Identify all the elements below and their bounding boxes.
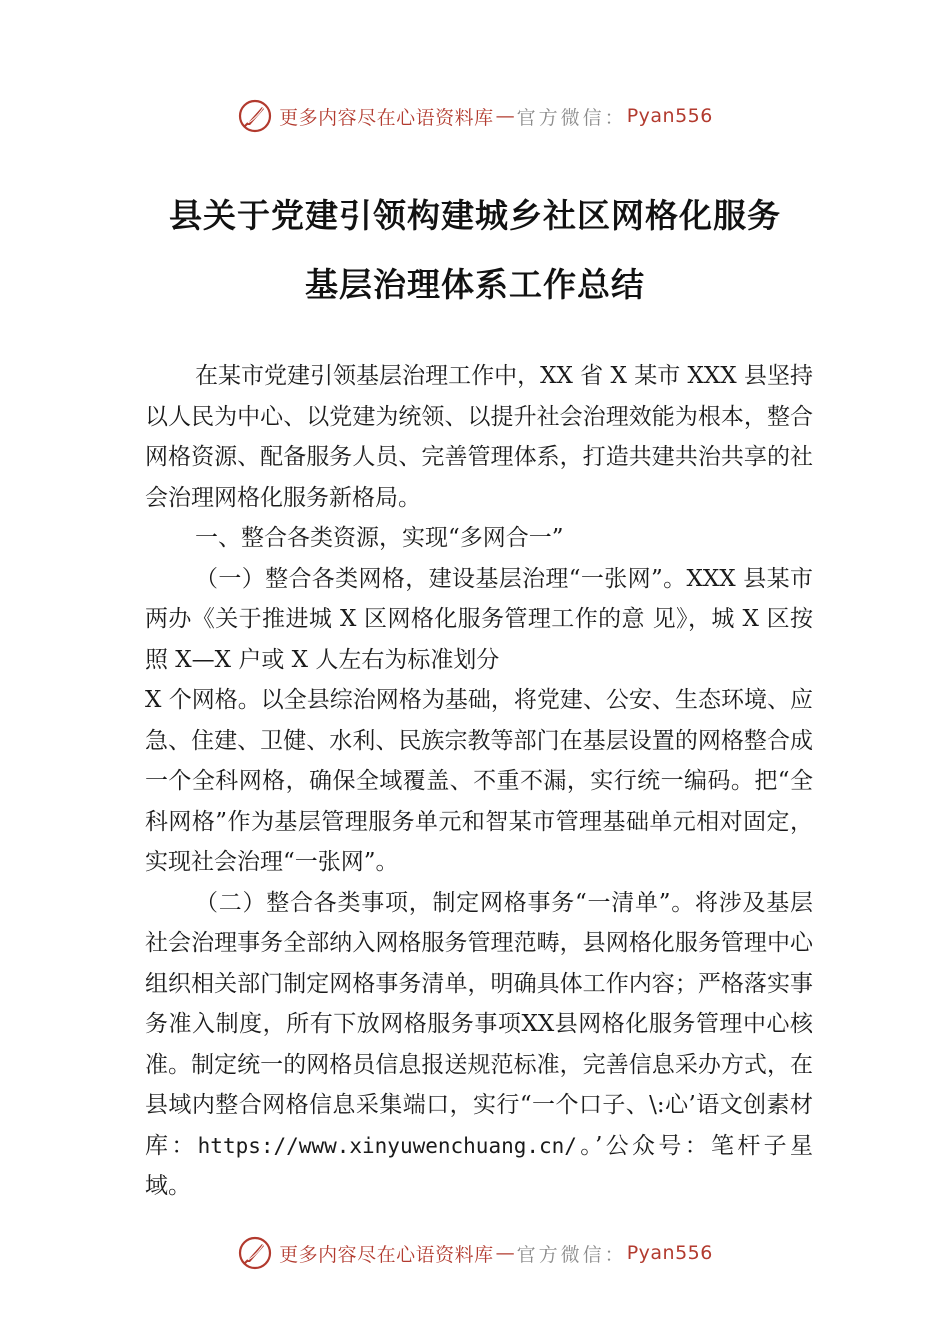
paragraph-grid-2-tail: 。’公众号：笔杆子星域。 — [145, 1132, 814, 1199]
source-url-link[interactable]: https://www.xinyuwenchuang.cn/ — [197, 1133, 577, 1158]
banner-wechat-id: Pyan556 — [626, 1242, 713, 1264]
footer-watermark-banner — [0, 1233, 950, 1273]
quill-pen-logo-icon — [237, 98, 273, 134]
paragraph-grid-1a: （一）整合各类网格，建设基层治理“一张网”。XXX 县某市两办《关于推进城 X 区网格化服务管理工作的意 见》，城 X 区按照 X—X 户或 X 人左右为标准划分 — [145, 565, 813, 673]
banner-main-text: 更多内容尽在心语资料库 — [279, 106, 494, 129]
paragraph-grid-2 — [145, 883, 813, 1207]
paragraph-grid-1b: X 个网格。以全县综治网格为基础，将党建、公安、生态环境、应急、住建、卫健、水利、民族宗教等部门在基层设置的网格整合成一个全科网格，确保全域覆盖、不重不漏，实行统一编码。把“全科网格”作为基层管理服务单元和智某市管理基础单元相对固定，实现社会治理“一张网”。 — [145, 687, 813, 875]
document-title-line-2: 基层治理体系工作总结 — [305, 265, 645, 304]
quill-pen-logo-icon — [237, 1235, 273, 1271]
banner-wechat-label: 官方微信： — [516, 106, 627, 129]
section-heading-1: 一、整合各类资源，实现“多网合一” — [195, 525, 564, 551]
banner-separator: — — [495, 1242, 515, 1264]
banner-main-text: 更多内容尽在心语资料库 — [279, 1243, 494, 1266]
paragraph-intro: 在某市党建引领基层治理工作中，XX 省 X 某市 XXX 县坚持以人民为中心、以党建为统领、以提升社会治理效能为根本，整合网格资源、配备服务人员、完善管理体系，打造共建共治共享的社会治理网格化服务新格局。 — [145, 363, 813, 511]
document-title-line-1: 县关于党建引领构建城乡社区网格化服务 — [169, 196, 781, 235]
document-body — [145, 356, 813, 1207]
banner-wechat-label: 官方微信： — [516, 1243, 627, 1266]
banner-separator: — — [495, 105, 515, 127]
banner-wechat-id: Pyan556 — [626, 105, 713, 127]
header-watermark-banner — [0, 96, 950, 136]
paragraph-grid-2-text: （二）整合各类事项，制定网格事务“一清单”。将涉及基层社会治理事务全部纳入网格服务管理范畴，县网格化服务管理中心组织相关部门制定网格事务清单，明确具体工作内容；严格落实事务准入制度，所有下放网格服务事项XX县网格化服务管理中心核准。制定统一的网格员信息报送规范标准，完善信息采办方式，在县域内整合网格信息采集端口，实行“一个口子、\:心’语文创素材库： — [145, 889, 813, 1159]
